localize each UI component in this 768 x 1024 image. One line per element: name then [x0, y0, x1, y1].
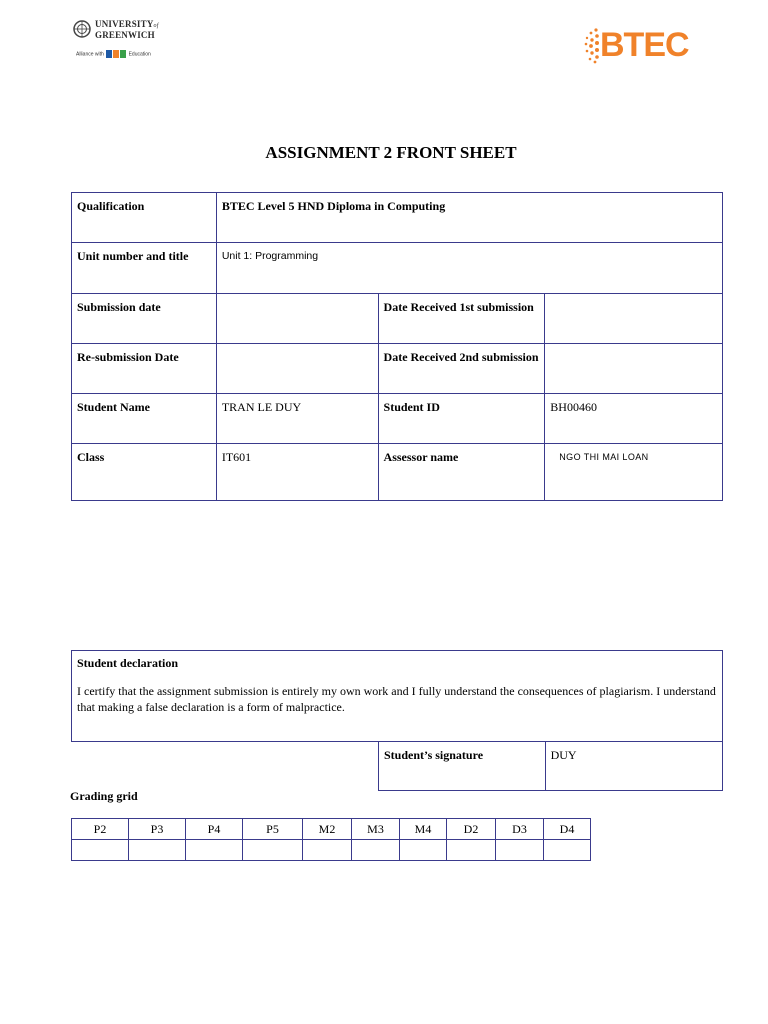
qualification-row — [72, 193, 723, 243]
signature-value: DUY — [550, 748, 577, 762]
fpt-logo-icon — [106, 50, 126, 58]
assessor-value-cell — [545, 444, 723, 501]
grade-header-cell: M3 — [352, 819, 400, 840]
date-received-2-value-cell — [545, 344, 723, 394]
assessor-value: NGO THI MAI LOAN — [559, 452, 649, 462]
student-id-value-cell — [545, 394, 723, 444]
grade-value-cell — [129, 840, 186, 861]
grade-header-cell: P5 — [243, 819, 303, 840]
class-label: Class — [77, 450, 105, 464]
qualification-label: Qualification — [77, 199, 145, 213]
submission-date-value — [217, 294, 378, 306]
unit-value: Unit 1: Programming — [221, 250, 319, 262]
resubmission-label-cell — [72, 344, 217, 394]
grade-value-cell — [303, 840, 352, 861]
assessor-label: Assessor name — [383, 450, 459, 464]
btec-wordmark: BTEC — [600, 26, 689, 64]
student-row — [72, 394, 723, 444]
grade-value-cell — [243, 840, 303, 861]
grading-grid-label: Grading grid — [70, 789, 138, 803]
resubmission-value-cell — [216, 344, 378, 394]
grade-header-cell: D3 — [496, 819, 544, 840]
class-value: IT601 — [221, 450, 252, 464]
grade-header-cell: P4 — [186, 819, 243, 840]
grading-value-row — [72, 840, 591, 861]
student-id-label-cell — [378, 394, 545, 444]
signature-row — [379, 742, 723, 791]
submission-date-value-cell — [216, 294, 378, 344]
date-received-1-label: Date Received 1st submission — [383, 300, 534, 314]
grade-header-cell: P3 — [129, 819, 186, 840]
university-name: UNIVERSITYof GREENWICH — [95, 19, 159, 40]
date-received-1-value — [545, 294, 722, 306]
signature-value-cell — [545, 742, 722, 791]
student-name-value-cell — [216, 394, 378, 444]
date-received-2-label: Date Received 2nd submission — [383, 350, 539, 364]
grading-header-row — [72, 819, 591, 840]
assessor-label-cell — [378, 444, 545, 501]
btec-dots-icon — [582, 24, 602, 66]
grade-header-cell: P2 — [72, 819, 129, 840]
submission-date-label: Submission date — [77, 300, 161, 314]
class-row — [72, 444, 723, 501]
resubmission-row — [72, 344, 723, 394]
page-title: ASSIGNMENT 2 FRONT SHEET — [265, 143, 517, 162]
declaration-cell — [72, 651, 723, 742]
unit-row — [72, 243, 723, 294]
signature-table — [378, 741, 723, 791]
grade-header-cell: M2 — [303, 819, 352, 840]
date-received-1-value-cell — [545, 294, 723, 344]
unit-label-cell — [72, 243, 217, 294]
declaration-title: Student declaration — [77, 656, 179, 670]
qualification-label-cell — [72, 193, 217, 243]
declaration-table — [71, 650, 723, 742]
date-received-2-label-cell — [378, 344, 545, 394]
alliance-text: Alliance with Education — [76, 51, 151, 58]
grading-grid-table — [71, 818, 591, 861]
signature-label-cell — [379, 742, 546, 791]
grade-value-cell — [352, 840, 400, 861]
resubmission-value — [217, 344, 378, 356]
date-received-1-label-cell — [378, 294, 545, 344]
signature-label: Student’s signature — [384, 748, 484, 762]
grade-value-cell — [544, 840, 591, 861]
btec-logo — [582, 24, 702, 66]
grade-header-cell: D4 — [544, 819, 591, 840]
unit-value-cell — [216, 243, 722, 294]
grade-header-cell: M4 — [400, 819, 447, 840]
submission-date-label-cell — [72, 294, 217, 344]
university-logo — [73, 18, 173, 62]
declaration-row — [72, 651, 723, 742]
assignment-info-table — [71, 192, 723, 501]
student-id-value: BH00460 — [550, 400, 597, 414]
declaration-text: I certify that the assignment submission is entirely my own work and I fully understand the consequences of plagiarism. I understand that making a false declaration is a form of malpractice. — [77, 684, 716, 714]
university-crest-icon — [73, 20, 91, 38]
student-name-label-cell — [72, 394, 217, 444]
grade-value-cell — [72, 840, 129, 861]
grade-value-cell — [400, 840, 447, 861]
class-label-cell — [72, 444, 217, 501]
grade-value-cell — [496, 840, 544, 861]
date-received-2-value — [545, 344, 722, 356]
student-name-label: Student Name — [77, 400, 151, 414]
resubmission-label: Re-submission Date — [77, 350, 179, 364]
grade-value-cell — [447, 840, 496, 861]
student-name-value: TRAN LE DUY — [221, 400, 302, 414]
student-id-label: Student ID — [383, 400, 440, 414]
qualification-value-cell — [216, 193, 722, 243]
grade-value-cell — [186, 840, 243, 861]
class-value-cell — [216, 444, 378, 501]
submission-row — [72, 294, 723, 344]
grade-header-cell: D2 — [447, 819, 496, 840]
qualification-value: BTEC Level 5 HND Diploma in Computing — [221, 199, 446, 213]
unit-label: Unit number and title — [77, 249, 189, 263]
